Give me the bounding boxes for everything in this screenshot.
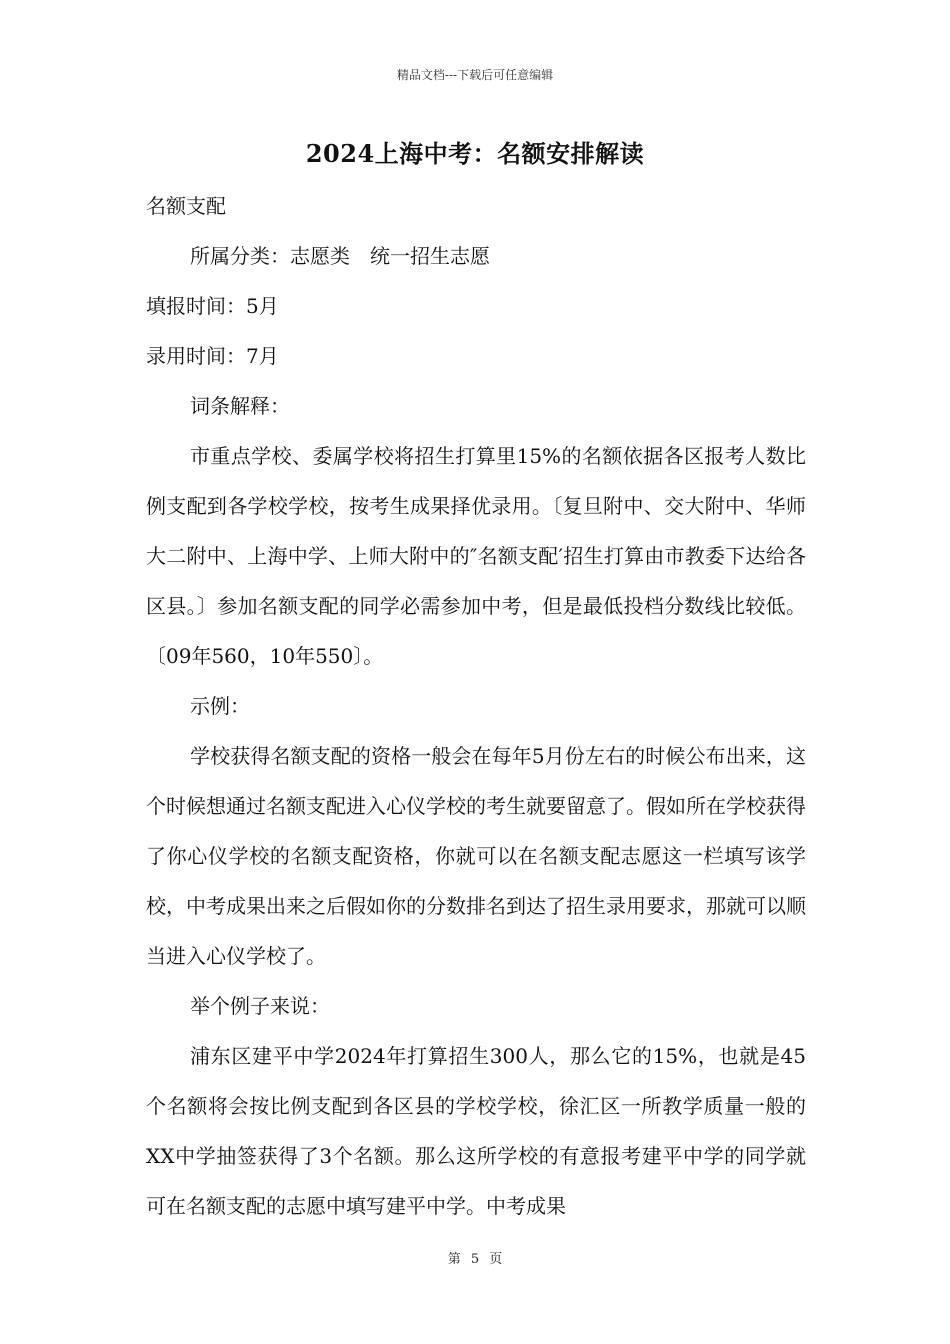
document-body [146,181,806,1231]
illustration-paragraph: 浦东区建平中学2024年打算招生300人，那么它的15%，也就是45个名额将会按比例支配到各区县的学校学校，徐汇区一所教学质量一般的XX中学抽签获得了3个名额。那么这所学校的有意报考建平中学的同学就可在名额支配的志愿中填写建平中学。中考成果 [146,1044,806,1218]
fill-time-line: 填报时间：5月 [146,294,279,318]
example-paragraph: 学校获得名额支配的资格一般会在每年5月份左右的时候公布出来，这个时候想通过名额支配进入心仪学校的考生就要留意了。假如所在学校获得了你心仪学校的名额支配资格，你就可以在名额支配志愿这一栏填写该学校，中考成果出来之后假如你的分数排名到达了招生录用要求，那就可以顺当进入心仪学校了。 [146,744,806,968]
admission-time-line: 录用时间：7月 [146,344,279,368]
category-line: 所属分类：志愿类 统一招生志愿 [190,244,490,268]
page-header: 精品文档---下载后可任意编辑 [396,68,554,82]
example-label: 示例： [190,694,250,718]
definition-label: 词条解释： [190,394,290,418]
definition-paragraph: 市重点学校、委属学校将招生打算里15%的名额依据各区报考人数比例支配到各学校学校，按考生成果择优录用。〔复旦附中、交大附中、华师大二附中、上海中学、上师大附中的″名额支配′招生打算由市教委下达给各区县。〕参加名额支配的同学必需参加中考，但是最低投档分数线比较低。〔09年560，10年550〕。 [146,444,806,668]
section-heading: 名额支配 [146,194,226,218]
page-number: 第 5 页 [447,1252,503,1267]
illustration-label: 举个例子来说： [190,994,330,1018]
document-title: 2024上海中考：名额安排解读 [305,139,645,168]
